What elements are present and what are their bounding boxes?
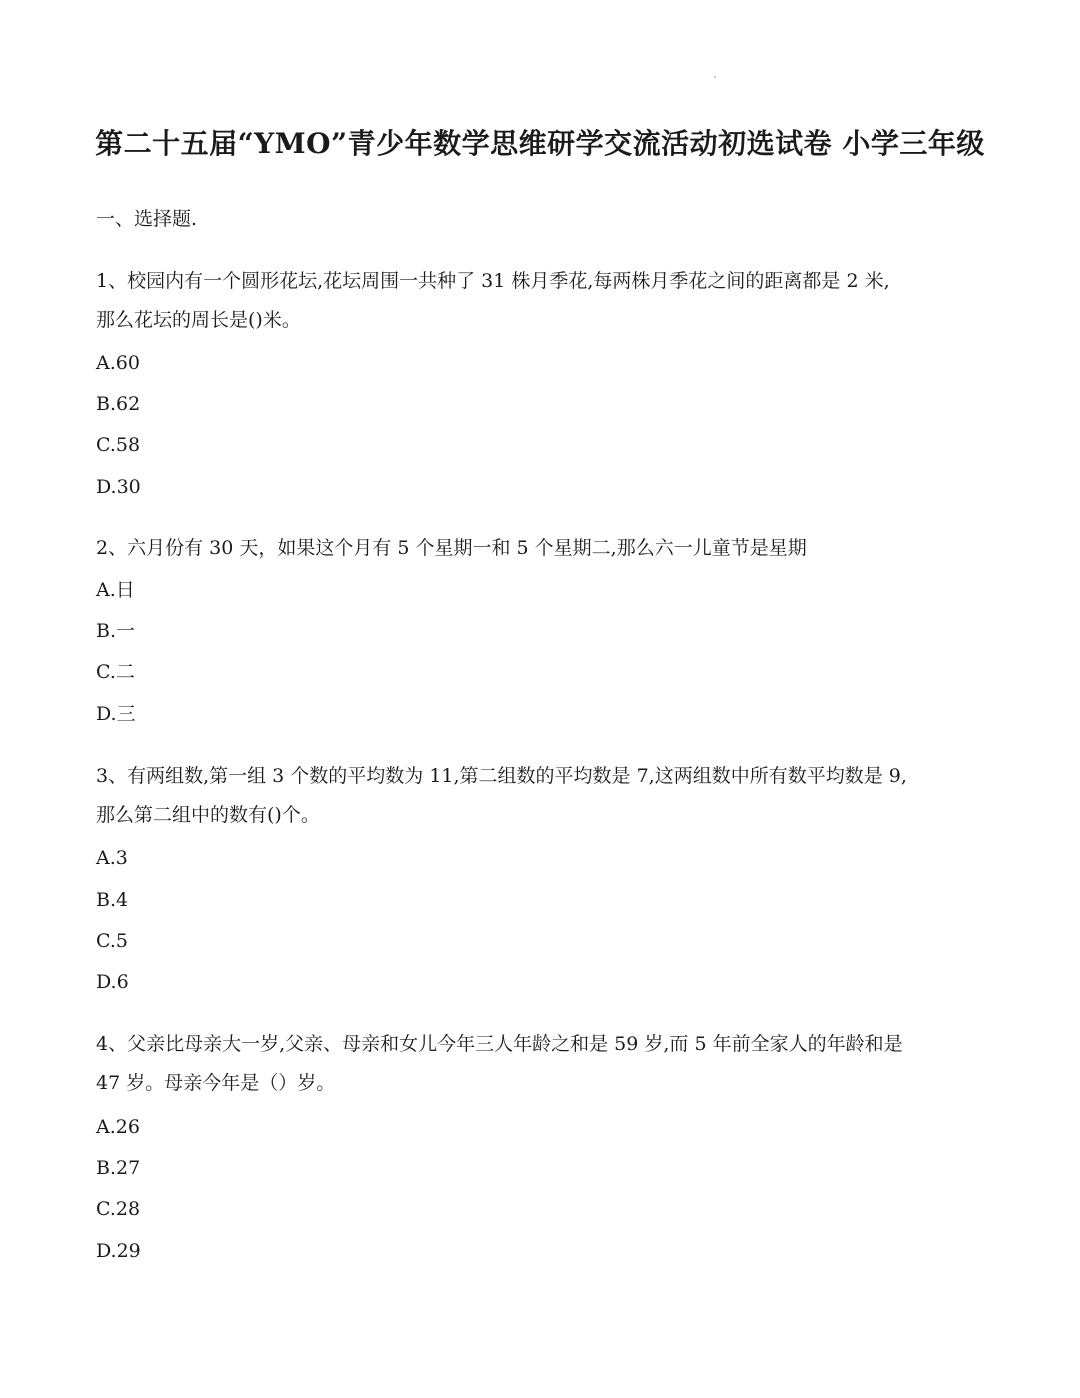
question-1-option-b: B.62	[96, 393, 141, 415]
question-1-option-a: A.60	[96, 352, 140, 374]
question-4-option-a: A.26	[96, 1116, 140, 1138]
question-4-option-c: C.28	[96, 1198, 141, 1220]
question-3-stem	[96, 757, 996, 835]
question-2-option-c: C.二	[96, 661, 135, 683]
question-3-option-a: A.3	[96, 847, 128, 869]
question-4-stem	[96, 1025, 996, 1103]
question-2-stem	[96, 529, 996, 568]
question-4-option-d: D.29	[96, 1240, 141, 1262]
question-3-option-c: C.5	[96, 930, 128, 952]
question-4-line-2: 47 岁。母亲今年是（）岁。	[96, 1072, 336, 1094]
question-2-option-d: D.三	[96, 703, 136, 725]
question-1-line-1: 1、校园内有一个圆形花坛,花坛周围一共种了 31 株月季花,每两株月季花之间的距离都是 2 米,	[96, 270, 890, 292]
section-heading: 一、选择题.	[96, 208, 198, 230]
question-2-option-a: A.日	[96, 579, 135, 601]
question-3-line-1: 3、有两组数,第一组 3 个数的平均数为 11,第二组数的平均数是 7,这两组数中所有数平均数是 9,	[96, 765, 907, 787]
page-title: 第二十五届“YMO”青少年数学思维研学交流活动初选试卷 小学三年级	[95, 127, 985, 160]
question-4-option-b: B.27	[96, 1157, 141, 1179]
question-1-option-c: C.58	[96, 434, 141, 456]
question-3-line-2: 那么第二组中的数有()个。	[96, 804, 320, 826]
question-3-option-b: B.4	[96, 889, 129, 911]
question-2-option-b: B.一	[96, 620, 136, 642]
question-1-line-2: 那么花坛的周长是()米。	[96, 309, 301, 331]
scan-speck	[714, 76, 716, 78]
question-4-line-1: 4、父亲比母亲大一岁,父亲、母亲和女儿今年三人年龄之和是 59 岁,而 5 年前全家人的年龄和是	[96, 1033, 903, 1055]
question-1-stem	[96, 262, 996, 340]
question-1-option-d: D.30	[96, 476, 141, 498]
question-2-line-1: 2、六月份有 30 天，如果这个月有 5 个星期一和 5 个星期二,那么六一儿童节是星期	[96, 537, 807, 559]
question-3-option-d: D.6	[96, 971, 129, 993]
